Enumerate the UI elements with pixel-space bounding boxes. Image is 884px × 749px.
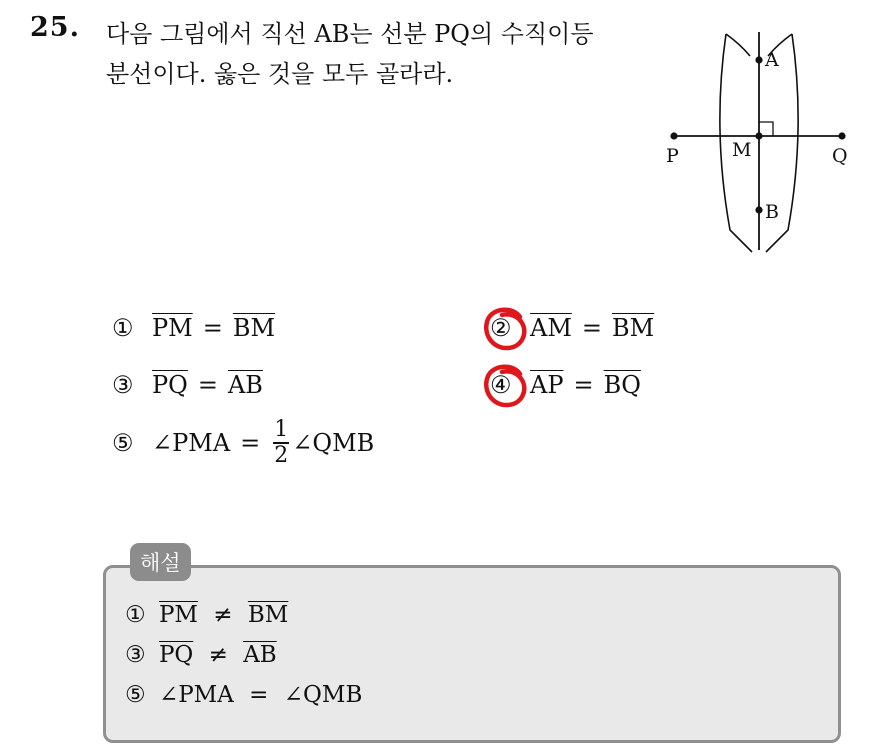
explanation-lhs: $\overline{PM}$ (158, 602, 198, 628)
choice-operator: = (240, 428, 261, 457)
choice-4[interactable] (490, 370, 641, 400)
choice-operator: = (197, 371, 218, 399)
choice-1[interactable] (112, 313, 275, 343)
explanation-operator: ≠ (213, 602, 233, 628)
explanation-lhs: $\overline{PQ}$ (158, 642, 194, 668)
choice-rhs: $\overline{BM}$ (232, 314, 276, 342)
explanation-line-2 (125, 640, 277, 670)
choice-lhs: $\overline{AP}$ (530, 371, 564, 399)
choice-operator: = (202, 314, 223, 342)
choice-lhs: $\overline{AM}$ (530, 314, 572, 342)
explanation-operator: = (249, 682, 269, 708)
explanation-rhs: $\overline{BM}$ (247, 602, 289, 628)
choice-3[interactable] (112, 370, 263, 400)
choice-rhs: ∠QMB (292, 428, 375, 457)
choice-lhs: ∠PMA (152, 428, 231, 457)
label-p: P (666, 145, 679, 167)
point-a (755, 56, 762, 63)
choice-rhs: $\overline{AB}$ (227, 371, 263, 399)
explanation-title: 해설 (130, 543, 191, 581)
choice-rhs: $\overline{BQ}$ (603, 371, 641, 399)
choice-number-marked: ④ (490, 370, 520, 400)
explanation-number: ⑤ (125, 682, 146, 708)
fraction-one-half (273, 418, 289, 468)
explanation-number: ① (125, 602, 146, 628)
explanation-lhs: ∠PMA (158, 682, 234, 708)
label-b: B (765, 201, 779, 223)
choice-number: ③ (112, 371, 134, 399)
point-p (670, 132, 677, 139)
explanation-line-3 (125, 680, 362, 710)
explanation-operator: ≠ (208, 642, 228, 668)
fraction-numerator: 1 (274, 417, 289, 442)
choice-rhs: $\overline{BM}$ (612, 314, 655, 342)
explanation-rhs: $\overline{AB}$ (243, 642, 277, 668)
point-m (755, 132, 762, 139)
point-b (755, 206, 762, 213)
explanation-rhs: ∠QMB (283, 682, 363, 708)
fraction-denominator: 2 (274, 442, 289, 468)
choice-2[interactable] (490, 313, 654, 343)
choice-lhs: $\overline{PM}$ (152, 314, 193, 342)
explanation-number: ③ (125, 642, 146, 668)
choice-number: ① (112, 314, 134, 342)
perpendicular-bisector-figure (660, 30, 860, 260)
choice-number-marked: ② (490, 313, 520, 343)
label-m: M (732, 139, 752, 161)
arc-left-upper (726, 34, 750, 56)
choice-number: ⑤ (112, 428, 134, 457)
label-a: A (765, 49, 779, 71)
question-line-2: 분선이다. 옳은 것을 모두 골라라. (106, 60, 454, 88)
question-number: 25. (30, 12, 80, 43)
choice-5[interactable] (112, 418, 374, 468)
choice-lhs: $\overline{PQ}$ (152, 371, 188, 399)
choice-operator: = (581, 314, 603, 342)
question-stem (106, 14, 646, 94)
question-line-1: 다음 그림에서 직선 AB는 선분 PQ의 수직이등 (106, 20, 594, 48)
explanation-line-1 (125, 600, 288, 630)
label-q: Q (832, 145, 848, 167)
point-q (838, 132, 845, 139)
choice-operator: = (573, 371, 594, 399)
